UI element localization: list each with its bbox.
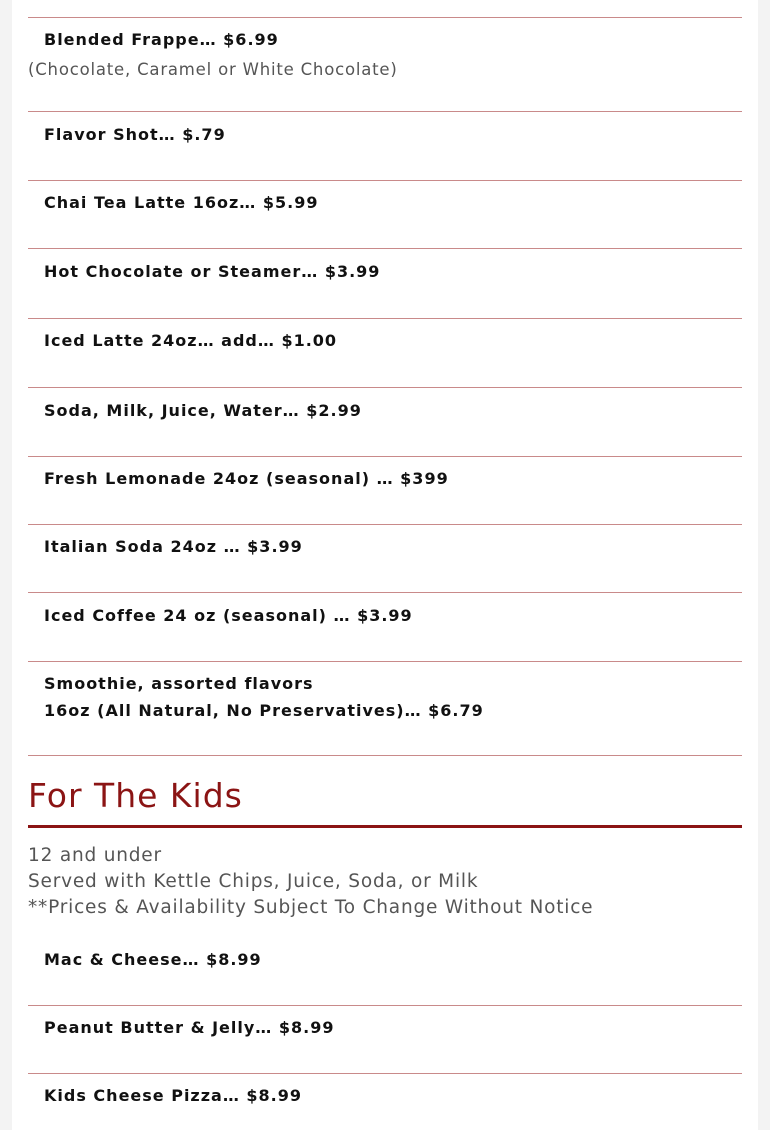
menu-item-smoothie-line1: Smoothie, assorted flavors (44, 674, 314, 693)
item-divider (28, 248, 742, 249)
menu-item-iced-latte: Iced Latte 24oz… add… $1.00 (44, 331, 338, 350)
item-divider (28, 387, 742, 388)
item-divider (28, 1005, 742, 1006)
menu-item-smoothie-line2: 16oz (All Natural, No Preservatives)… $6.79 (44, 701, 484, 720)
item-divider (28, 1073, 742, 1074)
item-divider (28, 524, 742, 525)
menu-item-mac-and-cheese: Mac & Cheese… $8.99 (44, 950, 262, 969)
item-divider (28, 592, 742, 593)
item-divider (28, 180, 742, 181)
item-divider (28, 111, 742, 112)
kids-note-served-with: Served with Kettle Chips, Juice, Soda, or Milk (28, 871, 479, 892)
kids-note-age: 12 and under (28, 845, 162, 866)
menu-item-soda-milk-juice: Soda, Milk, Juice, Water… $2.99 (44, 401, 362, 420)
menu-item-chai-tea-latte: Chai Tea Latte 16oz… $5.99 (44, 193, 319, 212)
section-title-kids: For The Kids (28, 776, 243, 815)
menu-item-fresh-lemonade: Fresh Lemonade 24oz (seasonal) … $399 (44, 469, 449, 488)
item-divider (28, 755, 742, 756)
item-divider (28, 661, 742, 662)
menu-item-flavor-shot: Flavor Shot… $.79 (44, 125, 226, 144)
menu-page (12, 0, 758, 1130)
item-divider (28, 17, 742, 18)
section-divider (28, 825, 742, 828)
menu-item-blended-frappe: Blended Frappe… $6.99 (44, 30, 279, 49)
menu-item-kids-cheese-pizza: Kids Cheese Pizza… $8.99 (44, 1086, 303, 1105)
menu-item-pb-and-j: Peanut Butter & Jelly… $8.99 (44, 1018, 335, 1037)
menu-item-blended-frappe-desc: (Chocolate, Caramel or White Chocolate) (28, 60, 398, 79)
kids-note-prices-disclaimer: **Prices & Availability Subject To Change Without Notice (28, 897, 594, 918)
menu-item-iced-coffee: Iced Coffee 24 oz (seasonal) … $3.99 (44, 606, 413, 625)
menu-item-italian-soda: Italian Soda 24oz … $3.99 (44, 537, 303, 556)
item-divider (28, 456, 742, 457)
item-divider (28, 318, 742, 319)
menu-item-hot-chocolate: Hot Chocolate or Steamer… $3.99 (44, 262, 381, 281)
